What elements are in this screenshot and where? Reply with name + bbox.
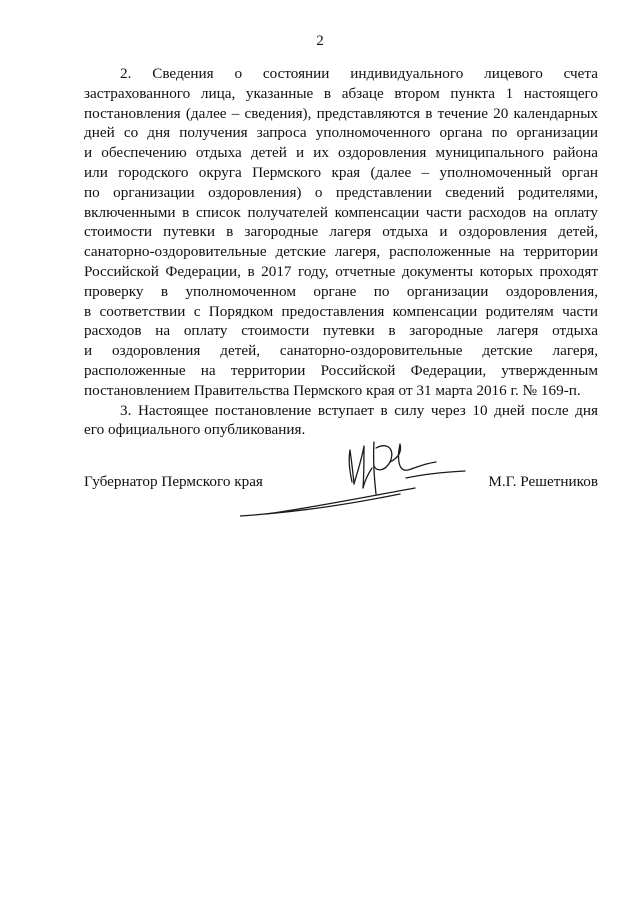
signature-strokes bbox=[240, 442, 465, 516]
paragraph-line: по организации оздоровления) о представлении сведений родителями, bbox=[84, 183, 598, 201]
paragraph-line: и оздоровления детей, санаторно-оздоровительные детские лагеря, bbox=[84, 342, 598, 360]
paragraph-line: санаторно-оздоровительные детские лагеря, расположенные на территории bbox=[84, 243, 598, 261]
paragraph-line: проверку в уполномоченном органе по организации оздоровления, bbox=[84, 282, 598, 300]
paragraph-line: расходов на оплату стоимости путевки в загородные лагеря отдыха bbox=[84, 322, 598, 340]
paragraph-2 bbox=[84, 64, 598, 401]
paragraph-line: постановления (далее – сведения), представляются в течение 20 календарных bbox=[84, 104, 598, 122]
paragraph-line: расположенные на территории Российской Федерации, утвержденным bbox=[84, 361, 598, 379]
paragraph-line: его официального опубликования. bbox=[84, 421, 306, 439]
paragraph-line: застрахованного лица, указанные в абзаце втором пункта 1 настоящего bbox=[84, 84, 598, 102]
handwritten-signature bbox=[240, 428, 490, 528]
paragraph-line: в соответствии с Порядком предоставления компенсации родителям части bbox=[84, 302, 598, 320]
paragraph-line: стоимости путевки в загородные лагеря отдыха и оздоровления детей, bbox=[84, 223, 598, 241]
paragraph-line: 3. Настоящее постановление вступает в силу через 10 дней после дня bbox=[120, 401, 598, 419]
document-body bbox=[84, 64, 598, 440]
paragraph-line: дней со дня получения запроса уполномоченного органа по организации bbox=[84, 124, 598, 142]
signatory-position: Губернатор Пермского края bbox=[84, 473, 263, 490]
paragraph-line: Российской Федерации, в 2017 году, отчетные документы которых проходят bbox=[84, 262, 598, 280]
paragraph-line: и обеспечению отдыха детей и их оздоровления муниципального района bbox=[84, 144, 598, 162]
signatory-name: М.Г. Решетников bbox=[488, 473, 598, 490]
paragraph-line: постановлением Правительства Пермского края от 31 марта 2016 г. № 169-п. bbox=[84, 381, 581, 399]
page-number: 2 bbox=[316, 33, 324, 49]
paragraph-line: 2. Сведения о состоянии индивидуального лицевого счета bbox=[120, 65, 598, 82]
paragraph-line: или городского округа Пермского края (далее – уполномоченный орган bbox=[84, 163, 598, 181]
paragraph-line: включенными в список получателей компенсации части расходов на оплату bbox=[84, 203, 598, 221]
